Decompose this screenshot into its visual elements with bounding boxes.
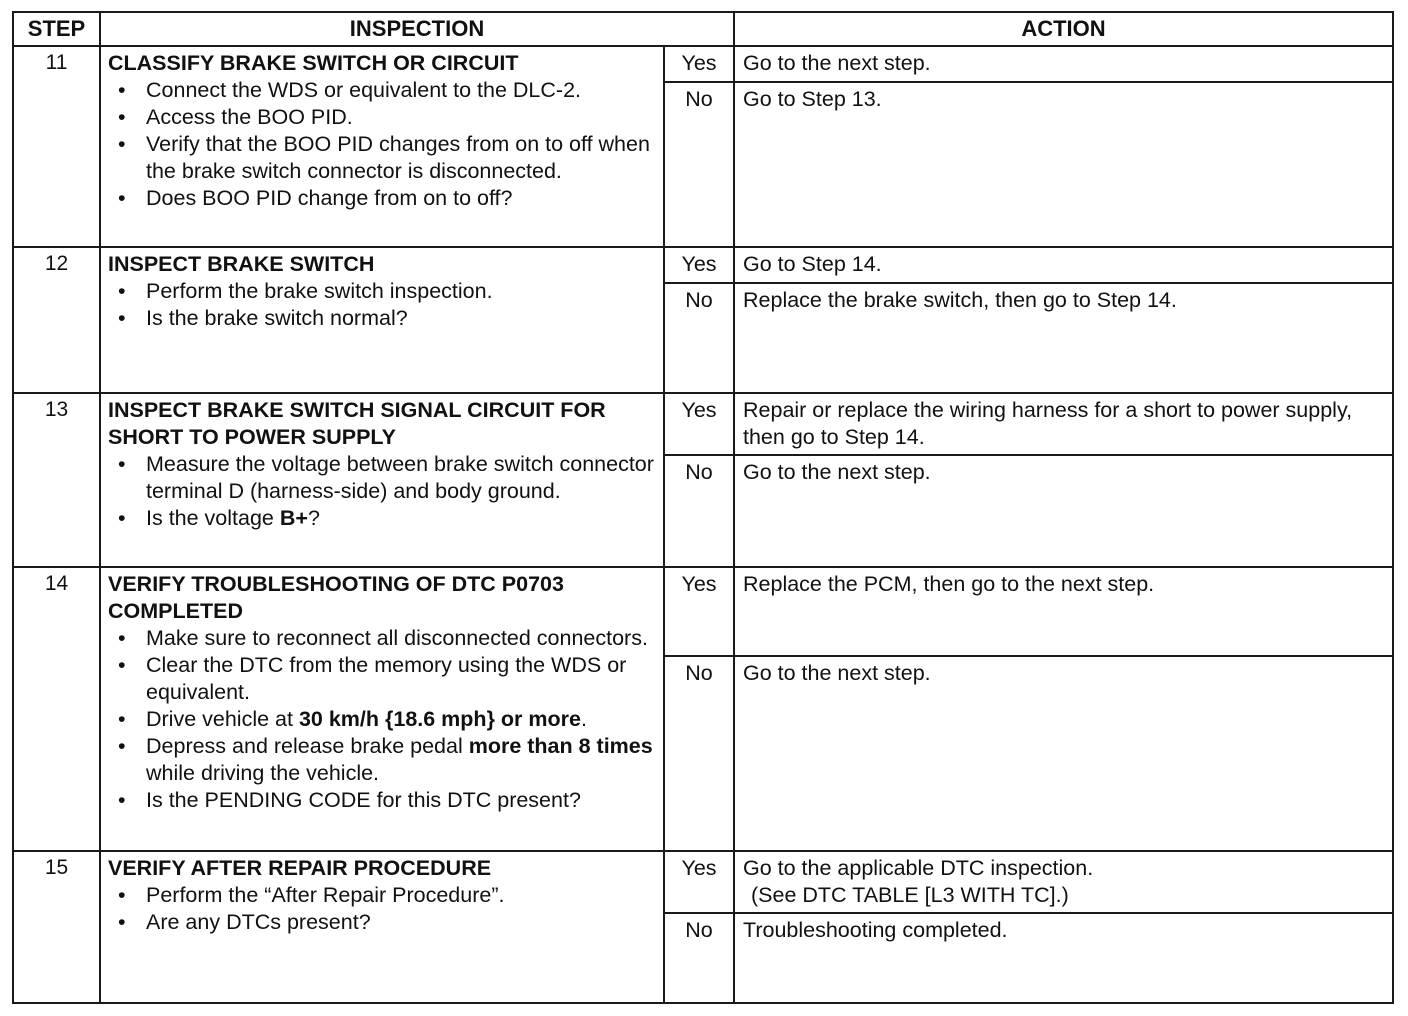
inspection-title: VERIFY TROUBLESHOOTING OF DTC P0703 COMPLETED: [108, 572, 564, 623]
list-item: • Measure the voltage between brake switch connector terminal D (harness-side) and body ground.: [146, 451, 657, 505]
header-row: [13, 12, 1393, 46]
no-action: Replace the brake switch, then go to Step 14.: [734, 283, 1393, 393]
yes-action-cell: [734, 851, 1393, 913]
list-item: • Make sure to reconnect all disconnected connectors.: [146, 625, 657, 652]
no-label: No: [664, 82, 734, 247]
list-item: [146, 733, 657, 787]
inspection-list: [108, 451, 657, 532]
yes-action: Replace the PCM, then go to the next step.: [734, 567, 1393, 656]
no-action: Go to the next step.: [734, 656, 1393, 851]
inspection-title: INSPECT BRAKE SWITCH: [108, 252, 375, 276]
header-inspection: INSPECTION: [100, 12, 734, 46]
list-item: • Access the BOO PID.: [146, 104, 657, 131]
yes-action: Go to Step 14.: [734, 247, 1393, 283]
step-number: 11: [13, 46, 100, 247]
no-action: Troubleshooting completed.: [734, 913, 1393, 1003]
step-number: 12: [13, 247, 100, 393]
no-label: No: [664, 913, 734, 1003]
list-item: • Connect the WDS or equivalent to the DLC-2.: [146, 77, 657, 104]
no-action: Go to the next step.: [734, 455, 1393, 567]
list-item-text: Depress and release brake pedal: [146, 734, 469, 758]
no-label: No: [664, 656, 734, 851]
no-action: Go to Step 13.: [734, 82, 1393, 247]
inspection-title: CLASSIFY BRAKE SWITCH OR CIRCUIT: [108, 51, 519, 75]
bold-text: 30 km/h {18.6 mph} or more: [298, 707, 581, 731]
header-action: ACTION: [734, 12, 1393, 46]
list-item: • Does BOO PID change from on to off?: [146, 185, 657, 212]
yes-label: Yes: [664, 851, 734, 913]
list-item-text: Is the voltage: [146, 506, 280, 530]
inspection-title: VERIFY AFTER REPAIR PROCEDURE: [108, 856, 492, 880]
yes-label: Yes: [664, 247, 734, 283]
inspection-title: INSPECT BRAKE SWITCH SIGNAL CIRCUIT FOR SHORT TO POWER SUPPLY: [108, 398, 606, 449]
yes-action: Go to the applicable DTC inspection.: [743, 856, 1094, 880]
header-step: STEP: [13, 12, 100, 46]
list-item-text: Drive vehicle at: [146, 707, 299, 731]
yes-label: Yes: [664, 567, 734, 656]
table-row: [13, 851, 1393, 913]
table-row: [13, 46, 1393, 82]
list-item: • Is the brake switch normal?: [146, 305, 657, 332]
list-item-text: ?: [307, 506, 320, 530]
list-item: • Clear the DTC from the memory using the WDS or equivalent.: [146, 652, 657, 706]
table-row: [13, 247, 1393, 283]
inspection-cell: [100, 247, 664, 393]
yes-label: Yes: [664, 393, 734, 455]
inspection-list: [108, 625, 657, 814]
list-item-text: while driving the vehicle.: [146, 761, 380, 785]
list-item: • Is the PENDING CODE for this DTC present?: [146, 787, 657, 814]
yes-action: Repair or replace the wiring harness for a short to power supply, then go to Step 14.: [734, 393, 1393, 455]
list-item: • Perform the “After Repair Procedure”.: [146, 882, 657, 909]
inspection-cell: [100, 851, 664, 1003]
no-label: No: [664, 455, 734, 567]
table-row: [13, 567, 1393, 656]
diagnostic-table: [12, 11, 1394, 1004]
table-row: [13, 393, 1393, 455]
inspection-list: [108, 77, 657, 212]
yes-action-reference: (See DTC TABLE [L3 WITH TC].): [751, 883, 1069, 907]
inspection-list: [108, 278, 657, 332]
inspection-cell: [100, 393, 664, 567]
list-item: [146, 706, 657, 733]
bold-text: more than 8 times: [468, 734, 653, 758]
step-number: 15: [13, 851, 100, 1003]
inspection-cell: [100, 567, 664, 851]
list-item: • Verify that the BOO PID changes from on to off when the brake switch connector is disconnected.: [146, 131, 657, 185]
list-item: • Are any DTCs present?: [146, 909, 657, 936]
bold-text: B+: [279, 506, 308, 530]
inspection-cell: [100, 46, 664, 247]
step-number: 13: [13, 393, 100, 567]
yes-action: Go to the next step.: [734, 46, 1393, 82]
yes-label: Yes: [664, 46, 734, 82]
step-number: 14: [13, 567, 100, 851]
inspection-list: [108, 882, 657, 936]
list-item: [146, 505, 657, 532]
list-item: • Perform the brake switch inspection.: [146, 278, 657, 305]
no-label: No: [664, 283, 734, 393]
list-item-text: .: [580, 707, 587, 731]
